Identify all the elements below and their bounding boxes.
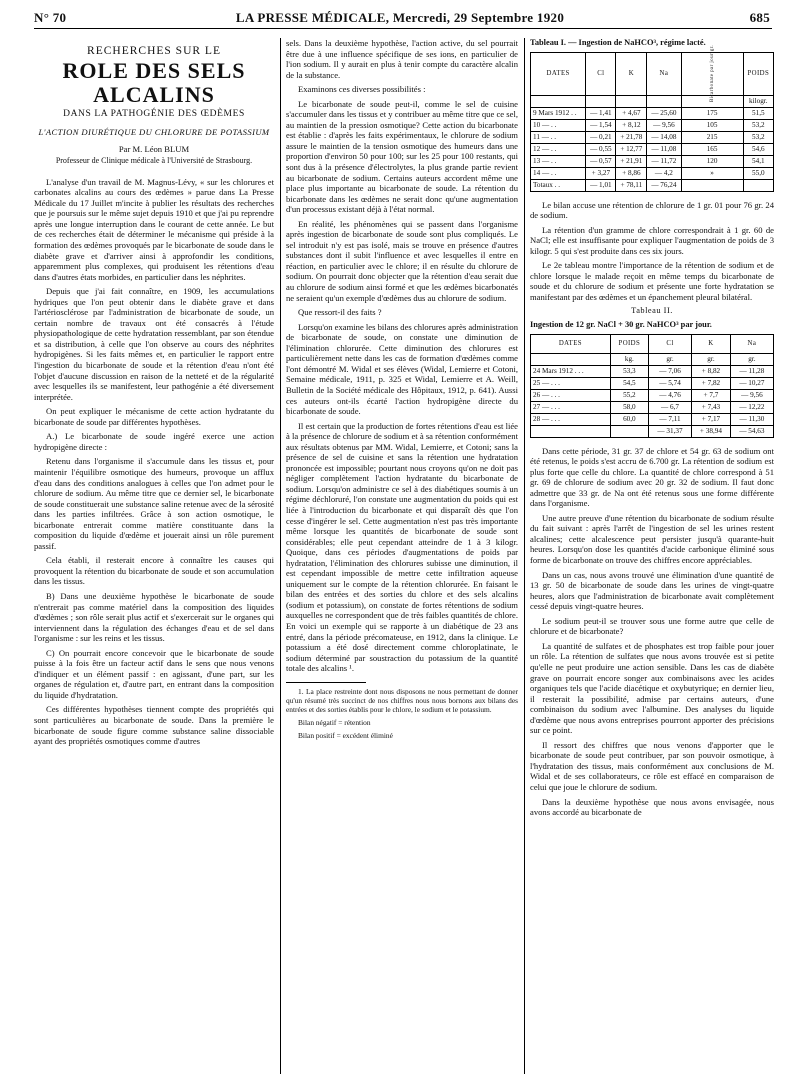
table-cell: [531, 353, 611, 365]
table-cell: 58,0: [610, 401, 648, 413]
paragraph: En réalité, les phénomènes qui se passent dans l'organisme après ingestion de bicarbonate de soude sont plus compliqués. Le sel introduit n'y est pas isolé, mais se trouve en présence d'autres substances dont il subit l'influence et avec lesquelles il entre en réaction, en particulier avec le chlore; il en résulte du chlorure de sodium. On pourrait donc objecter que la rétention d'eau serait due au chlorure de sodium ainsi formé et que les œdèmes bicarbonatés ne seraient qu'un exemple d'œdèmes dus au chlorure de sodium.: [286, 218, 518, 303]
paragraph: sels. Dans la deuxième hypothèse, l'action active, du sel pourrait être due à une influence spécifique de ses ions, en particulier de l'ion sodium. Il y aurait en plus à tenir compte du caractère alcalin de la substance.: [286, 38, 518, 80]
table-cell: — 4,2: [647, 167, 681, 179]
table-cell: [610, 425, 648, 437]
table-cell: 54,1: [743, 155, 773, 167]
table-cell: + 3,27: [586, 167, 616, 179]
paragraph: L'analyse d'un travail de M. Magnus-Lévy, « sur les chlorures et carbonates alcalins au cours des œdèmes » parue dans La Presse Médicale du 17 Juillet m'incite à publier les résultats des recherches que je poursuis sur le même sujet depuis 1910 et que j'ai pu reprendre après une longue interruption dans le courant de cette année. Le but de ces recherches était de déterminer le mécanisme qui préside à la formation des œdèmes provoqués par le bicarbonate de soude dans le diabète grave et d'arriver ainsi à approfondir les conditions, apparemment plus complexes, qui produisent les rétentions d'eau dans d'autres états morbides, en particulier dans les néphrites.: [34, 176, 274, 282]
table-cell: — 1,54: [586, 119, 616, 131]
article-subhead: L'ACTION DIURÉTIQUE DU CHLORURE DE POTASSIUM: [38, 127, 270, 138]
table-cell: 9 Mars 1912 . .: [531, 107, 586, 119]
table-row: [531, 377, 774, 389]
table-row: [531, 107, 774, 119]
table-cell: kg.: [610, 353, 648, 365]
table-cell: [531, 425, 611, 437]
table-cell: — 11,08: [647, 143, 681, 155]
table-cell: — 25,60: [647, 107, 681, 119]
table-cell: [647, 95, 681, 107]
table-cell: 60,0: [610, 413, 648, 425]
table-header: POIDS: [743, 52, 773, 95]
table-cell: + 8,86: [616, 167, 647, 179]
table-cell: — 14,08: [647, 131, 681, 143]
paragraph: Lorsqu'on examine les bilans des chlorures après administration de bicarbonate de soude, on constate une diminution de l'élimination chlorurée. Cette diminution des chlorures est particulièrement nette dans les cas de formation d'œdèmes comme l'ont démontré M. Widal et ses élèves (Widal, Lemierre et Cotoni, Semaine médicale, 1911, p. 325 et Widal, Lemierre et A. Weill, Bulletin de la Société médicale des Hôpitaux, 1912, p. 641). Aussi ces auteurs ont-ils écarté l'action hydropigène directe du bicarbonate de soude.: [286, 321, 518, 417]
table-cell: — 11,28: [730, 365, 773, 377]
table-header: K: [692, 334, 731, 353]
paragraph: La rétention d'un gramme de chlore correspondrait à 1 gr. 60 de NaCl; elle est insuffisante pour expliquer l'augmentation de poids de 3 kilogr. 5 qui s'est produite dans ces six jours.: [530, 224, 774, 256]
article-subtitle: DANS LA PATHOGÉNIE DES ŒDÈMES: [63, 108, 245, 119]
table-cell: 10 — . .: [531, 119, 586, 131]
paragraph: Le 2e tableau montre l'importance de la rétention de sodium et de chlore lorsque le malade reçoit en même temps du bicarbonate de soude et du chlorure de sodium et présente une forte hydratation se manifestant par des œdèmes et un épanchement pleural bilatéral.: [530, 260, 774, 302]
table-cell: 55,2: [610, 389, 648, 401]
table-header: POIDS: [610, 334, 648, 353]
paragraph: Ces différentes hypothèses tiennent compte des propriétés qui sont particulières au bicarbonate de soude. Dans la première le bicarbonate de soude figure comme substance saline dissociable ayant des propriétés osmotiques comme d'autres: [34, 704, 274, 747]
table-cell: — 0,21: [586, 131, 616, 143]
issue-number: N° 70: [34, 10, 67, 25]
table-cell: 53,3: [610, 365, 648, 377]
paragraph: Il est certain que la production de fortes rétentions d'eau est liée à la présence de chlorure de sodium et à sa rétention conformément aux résultats obtenus par MM. Widal, Lemierre, et Cotoni; sans la présence de sel de cuisine et sans la rétention une hydratation prononcée est impossible; pourtant nous croyons qu'on ne doit pas négliger complètement l'action hydratante du bicarbonate de sodium. Lorsqu'on administre ce sel à des diabétiques soumis à un régime déchloruré, l'on constate une augmentation du poids qui est liée à l'introduction du bicarbonate et qui disparaît dès que l'on cesse d'ingérer le sel. Cette augmentation n'est pas très importante même lorsque les quantités de bicarbonate de soude sont considérables; elle peut cependant atteindre de 1 à 3 kilogr. Quoique, dans ces périodes d'augmentations de poids par hydratation, l'élimination des chlorures subisse une diminution, il est cependant impossible de mettre cette infiltration aqueuse uniquement sur le compte de la rétention chlorurée. En faisant le bilan des entrées et des sorties du chlore et des sels alcalins (sodium et potassium), on constate de fortes rétentions de sodium auxquelles ne correspondent que de très faibles quantités de chlore. En voici un exemple qui se rapporte à un diabétique de 23 ans entré, dans la période précomateuse, en 1912, dans la clinique. Le potassium a été dosé directement comme chloroplatinate, le sodium déterminé par soustraction du potassium de la quantité totale des alcalins ¹.: [286, 420, 518, 674]
table-cell: + 12,77: [616, 143, 647, 155]
table-cell: — 12,22: [730, 401, 773, 413]
journal-header: LA PRESSE MÉDICALE, Mercredi, 29 Septembre 1920: [235, 10, 565, 25]
paragraph: Cela établi, il resterait encore à connaître les causes qui provoquent la rétention du bicarbonate de soude et son accumulation dans les tissus.: [34, 555, 274, 587]
table-2: [530, 334, 774, 438]
table-cell: — 11,30: [730, 413, 773, 425]
paragraph: Que ressort-il des faits ?: [298, 307, 382, 318]
table-cell: — 0,55: [586, 143, 616, 155]
table-header: Na: [647, 52, 681, 95]
table-cell: 54,6: [743, 143, 773, 155]
table-cell: 13 — . .: [531, 155, 586, 167]
column-divider: [524, 38, 525, 1074]
paragraph: Depuis que j'ai fait connaître, en 1909, les accumulations hydriques que l'on peut obtenir dans le diabète grave et dans l'artériosclérose par l'administration de bicarbonate de soude, un certain nombre de travaux ont été consacrés à l'étude physiopathologique de cette hydratation ressemblant, par son étendue et sa distribution, à celle que l'on observe au cours des néphrites hydropigènes. Si les faits mêmes et, en particulier le rapport entre l'ingestion du bicarbonate de soude et la rétention d'eau n'ont été l'objet d'aucune discussion en raison de la netteté et de la régularité avec lesquelles ils se manifestent, leur pathogénie a été diversement interprétée.: [34, 286, 274, 402]
table-cell: 165: [681, 143, 743, 155]
paragraph: Dans un cas, nous avons trouvé une élimination d'une quantité de 13 gr. 50 de bicarbonate de soude dans les urines de vingt-quatre heures, alors que l'administration de bicarbonate avait complètement cessé depuis vingt-quatre heures.: [530, 569, 774, 612]
column-divider: [280, 38, 281, 1074]
table-cell: 51,5: [743, 107, 773, 119]
table-cell: — 7,06: [648, 365, 691, 377]
table-cell: 24 Mars 1912 . . .: [531, 365, 611, 377]
table-cell: — 9,56: [647, 119, 681, 131]
table-cell: [681, 179, 743, 191]
table-1-caption: Tableau I. — Ingestion de NaHCO³, régime lacté.: [530, 38, 706, 47]
table-header: K: [616, 52, 647, 95]
table-row: [531, 155, 774, 167]
table-row: [531, 353, 774, 365]
table-row: [531, 143, 774, 155]
table-cell: — 11,72: [647, 155, 681, 167]
table-cell: — 76,24: [647, 179, 681, 191]
table-total-row: [531, 179, 774, 191]
table-cell: gr.: [692, 353, 731, 365]
paragraph: A.) Le bicarbonate de soude ingéré exerce une action hydropigène directe :: [34, 431, 274, 452]
table-cell: 25 — . . .: [531, 377, 611, 389]
footnote: 1. La place restreinte dont nous disposons ne nous permettant de donner qu'un résumé très succinct de nos chiffres nous nous bornons aux bilans des entrées et des sorties établis pour le chlore, le sodium et le potassium.: [286, 686, 518, 714]
footnote-legend: Bilan positif = excédent éliminé: [298, 730, 393, 740]
table-row: [531, 167, 774, 179]
table-header: DATES: [531, 334, 611, 353]
table-cell: + 7,7: [692, 389, 731, 401]
paragraph: B) Dans une deuxième hypothèse le bicarbonate de soude n'entrerait pas comme matériel dans la composition des liquides d'œdèmes ; son rôle serait plus actif et s'exercerait sur le organes qui interviennent dans la régulation des échanges d'eau et de sel dans l'organisme : sur les reins et les tissus.: [34, 590, 274, 644]
table-2-label: Tableau II.: [631, 306, 673, 316]
table-1: [530, 45, 774, 192]
table-cell: 11 — . .: [531, 131, 586, 143]
table-cell: + 78,11: [616, 179, 647, 191]
table-cell: — 4,76: [648, 389, 691, 401]
column-1: [34, 38, 274, 751]
table-cell: — 6,7: [648, 401, 691, 413]
table-row: [531, 95, 774, 107]
table-2-caption: Ingestion de 12 gr. NaCl + 30 gr. NaHCO³ par jour.: [530, 320, 712, 330]
table-cell: — 31,37: [648, 425, 691, 437]
table-header: DATES: [531, 52, 586, 95]
table-cell: kilogr.: [743, 95, 773, 107]
table-cell: — 10,27: [730, 377, 773, 389]
table-row: [531, 131, 774, 143]
table-header: Bicarbonate par jour gr.: [681, 52, 743, 95]
paragraph: Le sodium peut-il se trouver sous une forme autre que celle de chlorure et de bicarbonate?: [530, 615, 774, 637]
table-row: [531, 413, 774, 425]
table-cell: 120: [681, 155, 743, 167]
table-cell: — 1,41: [586, 107, 616, 119]
table-total-row: [531, 425, 774, 437]
paragraph: Retenu dans l'organisme il s'accumule dans les tissus et, pour maintenir l'équilibre osmotique des humeurs, provoque un afflux d'eau dans des conditions analogues à celles que l'on admet pour le chlorure de sodium. Au même titre que ce dernier sel, le bicarbonate de soude constituerait une substance saline retenue avec de la sérosité dans les parties infiltrées. Grâce à son action osmotique, le bicarbonate entrerait comme matière constituante dans la composition du liquide d'œdème et jouerait ainsi un rôle purement passif.: [34, 456, 274, 551]
table-cell: gr.: [730, 353, 773, 365]
table-cell: + 7,82: [692, 377, 731, 389]
table-row: [531, 401, 774, 413]
table-cell: — 9,56: [730, 389, 773, 401]
table-row: [531, 365, 774, 377]
paragraph: On peut expliquer le mécanisme de cette action hydratante du bicarbonate de soude par différentes hypothèses.: [34, 406, 274, 427]
table-cell: + 8,82: [692, 365, 731, 377]
table-row: [531, 389, 774, 401]
column-2: [286, 38, 518, 744]
paragraph: Le bicarbonate de soude peut-il, comme le sel de cuisine s'accumuler dans les tissus et y contribuer au même titre que ce sel, au maintien de la pression osmotique? Cette action du bicarbonate est établie : d'après les faits expérimentaux, le chlorure de sodium assure le maintien de la tension osmotique des humeurs dans une proportion d'environ 50 pour 100; sur les 25 pour 100 restants, qui sont dus à la présence d'électrolytes, la plus grande partie revient au bicarbonate de sodium. Certains auteurs accordent même une place plus importante au bicarbonate de soude. La rétention du bicarbonate dans les œdèmes ne serait donc qu'une augmentation d'un processus existant déjà à l'état normal.: [286, 98, 518, 215]
table-cell: + 4,67: [616, 107, 647, 119]
paragraph: Examinons ces diverses possibilités :: [298, 84, 426, 95]
table-cell: 12 — . .: [531, 143, 586, 155]
table-cell: [531, 95, 586, 107]
table-cell: + 38,94: [692, 425, 731, 437]
table-cell: 175: [681, 107, 743, 119]
table-cell: 53,2: [743, 131, 773, 143]
paragraph: Le bilan accuse une rétention de chlorure de 1 gr. 01 pour 76 gr. 24 de sodium.: [530, 199, 774, 221]
table-cell: 53,2: [743, 119, 773, 131]
table-cell: 28 — . . .: [531, 413, 611, 425]
paragraph: Dans cette période, 31 gr. 37 de chlore et 54 gr. 63 de sodium ont été retenus, le poids s'est accru de 6.700 gr. La rétention de sodium est plus forte que celle du chlore. La quantité de chlore correspond à 51 gr. 69 de chlorure de sodium avec 20 gr. 32 de sodium. Il faut donc admettre que 33 gr. de Na ont été retenus sous une forme différente dans l'organisme.: [530, 445, 774, 509]
table-cell: 105: [681, 119, 743, 131]
table-cell: [586, 95, 616, 107]
table-cell: — 5,74: [648, 377, 691, 389]
paragraph: C) On pourrait encore concevoir que le bicarbonate de soude puisse à la fois être un facteur actif dans le sens que nous venons d'indiquer et un élément passif : en agissant, d'une part, sur les organes de régulation et, d'autre part, en entrant dans la composition du liquide d'hydratation.: [34, 647, 274, 700]
footnote-rule: [286, 682, 366, 683]
page-number: 685: [749, 10, 770, 25]
article-kicker: RECHERCHES SUR LE: [87, 45, 221, 57]
table-cell: [743, 179, 773, 191]
table-cell: 55,0: [743, 167, 773, 179]
table-cell: + 7,43: [692, 401, 731, 413]
table-header: Cl: [586, 52, 616, 95]
table-cell: gr.: [648, 353, 691, 365]
author-affiliation: Professeur de Clinique médicale à l'Université de Strasbourg.: [55, 156, 253, 166]
table-cell: 215: [681, 131, 743, 143]
table-cell: — 7,11: [648, 413, 691, 425]
table-cell: + 21,78: [616, 131, 647, 143]
table-cell: + 7,17: [692, 413, 731, 425]
table-row: [531, 119, 774, 131]
table-cell: Totaux . .: [531, 179, 586, 191]
table-header: Cl: [648, 334, 691, 353]
article-title: ROLE DES SELS ALCALINS: [62, 57, 246, 107]
table-cell: »: [681, 167, 743, 179]
article-author: Par M. Léon BLUM: [118, 143, 190, 154]
paragraph: Une autre preuve d'une rétention du bicarbonate de sodium résulte du fait suivant : après l'arrêt de l'ingestion de sel les urines restent alcalines; cette alcalescence peut persister jusqu'à quarante-huit heures. Lorsqu'on dose les quantités d'acide carbonique éliminé sous forme de bicarbonate on trouve des chiffres encore appréciables.: [530, 512, 774, 566]
table-cell: — 54,63: [730, 425, 773, 437]
footnote-legend: Bilan négatif = rétention: [298, 717, 371, 727]
column-3: [530, 38, 774, 822]
header-rule: [34, 28, 772, 29]
paragraph: Dans la deuxième hypothèse que nous avons envisagée, nous avons accordé au bicarbonate de: [530, 796, 774, 818]
table-cell: + 8,12: [616, 119, 647, 131]
table-cell: — 0,57: [586, 155, 616, 167]
table-cell: — 1,01: [586, 179, 616, 191]
table-cell: 26 — . . .: [531, 389, 611, 401]
table-cell: 54,5: [610, 377, 648, 389]
table-cell: + 21,91: [616, 155, 647, 167]
paragraph: La quantité de sulfates et de phosphates est trop faible pour jouer un rôle. La rétention de sulfates que nous avons trouvée est si petite qu'elle ne peut produire une action sensible. Dans les cas de diabète grave on pourrait encore songer aux combinaisons avec les acides organiques tels que l'acide diacétique et oxybutyrique; en dernier lieu, il resterait la possibilité, admise par certains auteurs, d'une combinaison du sodium avec l'albumine. Des analyses du liquide d'œdème que nous avons entreprises pourront apporter des précisions sur ce point.: [530, 640, 774, 736]
paragraph: Il ressort des chiffres que nous venons d'apporter que le bicarbonate de soude peut contribuer, par son pouvoir osmotique, à l'hydratation des tissus, mais conformément aux conclusions de M. Widal et de ses collaborateurs, ce rôle est effacé en comparaison de celui que joue le chlorure de sodium.: [530, 739, 774, 792]
table-header: Na: [730, 334, 773, 353]
table-cell: [616, 95, 647, 107]
table-cell: 27 — . . .: [531, 401, 611, 413]
table-cell: 14 — . .: [531, 167, 586, 179]
